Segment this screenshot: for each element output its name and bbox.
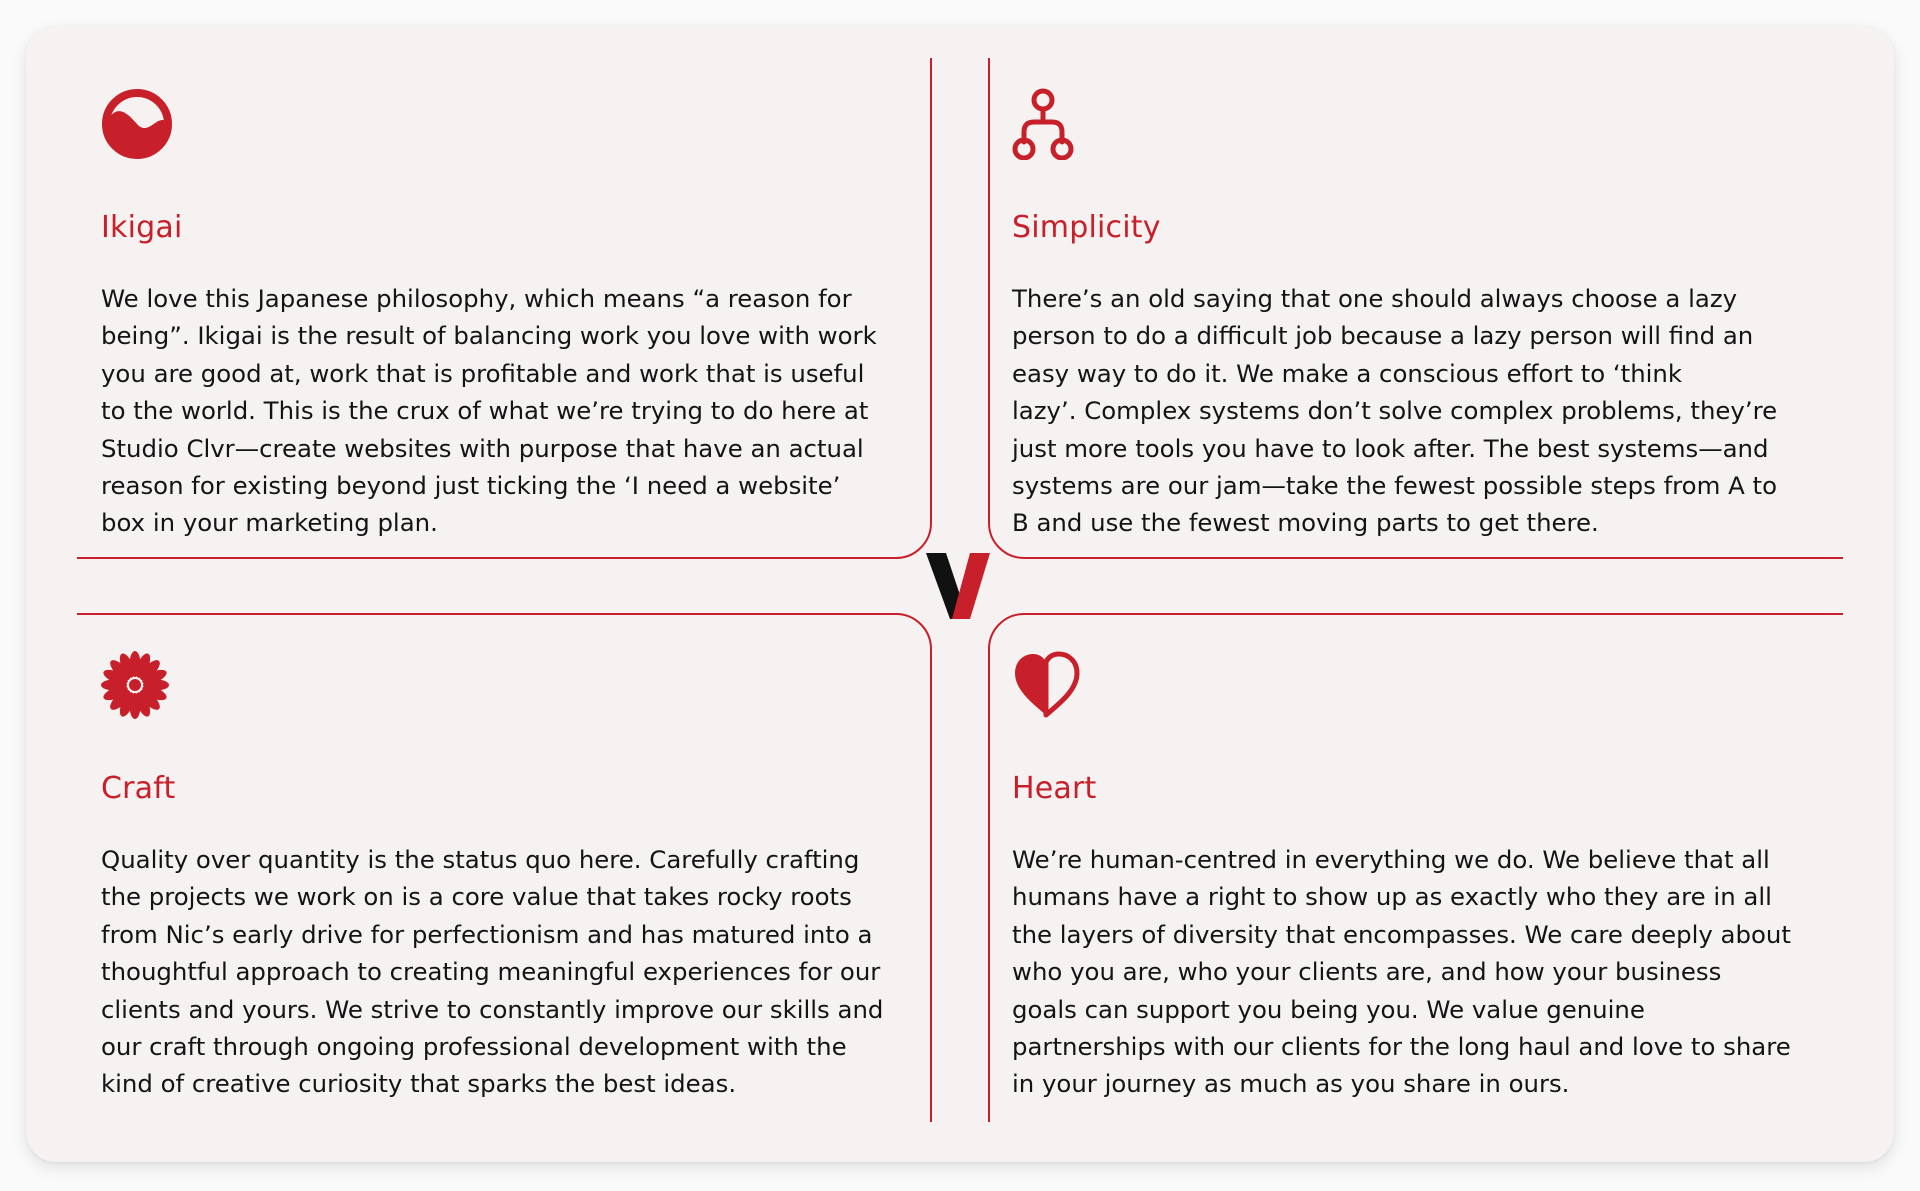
studio-clvr-v-logo-icon [926,551,990,621]
value-title: Craft [101,771,176,806]
node-tree-icon [1012,88,1084,160]
value-description: Quality over quantity is the status quo here. Carefully crafting the projects we work on is a core value that takes rocky roots from Nic’s early drive for perfectionism and has matured into a thoughtful approach to creating meaningful experiences for our clients and yours. We strive to constantly improve our skills and our craft through ongoing professional development with the kind of creative curiosity that sparks the best ideas. [101,845,884,1099]
value-description: We’re human-centred in everything we do. We believe that all humans have a right to show up as exactly who they are in all the layers of diversity that encompasses. We care deeply about who you are, who your clients are, and how your business goals can support you being you. We value genuine partnerships with our clients for the long haul and love to share in your journey as much as you share in ours. [1012,845,1791,1099]
values-card [26,26,1894,1162]
value-description: We love this Japanese philosophy, which means “a reason for being”. Ikigai is the result of balancing work you love with work you are good at, work that is profitable and work that is useful to the world. This is the crux of what we’re trying to do here at Studio Clvr—create websites with purpose that have an actual reason for existing beyond just ticking the ‘I need a website’ box in your marketing plan. [101,284,877,538]
ikigai-wave-icon [101,88,173,160]
value-title: Simplicity [1012,210,1161,245]
value-title: Ikigai [101,210,183,245]
value-description: There’s an old saying that one should always choose a lazy person to do a difficult job because a lazy person will find an easy way to do it. We make a conscious effort to ‘think lazy’. Complex systems don’t solve complex problems, they’re just more tools you have to look after. The best systems—and systems are our jam—take the fewest possible steps from A to B and use the fewest moving parts to get there. [1012,284,1778,538]
flower-burst-icon [101,649,173,721]
value-title: Heart [1012,771,1097,806]
half-heart-icon [1012,649,1084,721]
